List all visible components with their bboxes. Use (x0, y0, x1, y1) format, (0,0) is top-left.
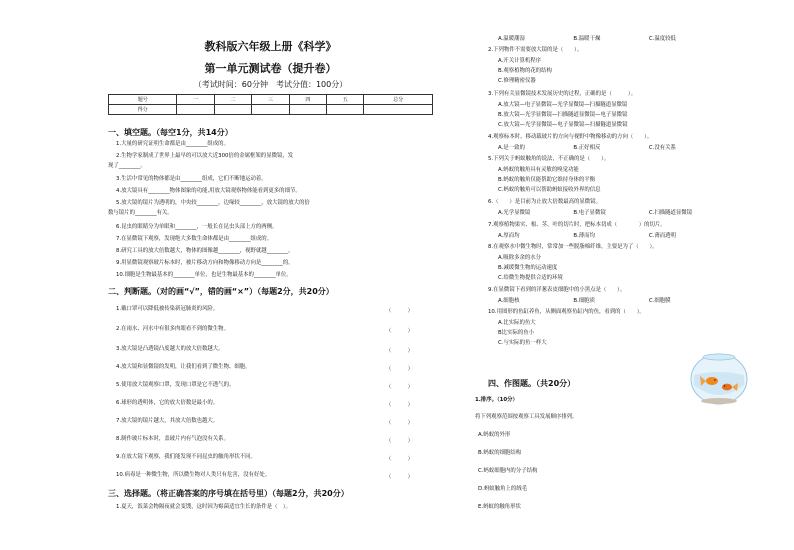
sort-item: C.蚂蚁细胞内的分子结构 (478, 468, 538, 474)
score-header-cell: 二 (214, 95, 251, 105)
answer-paren[interactable]: （ ） (386, 308, 413, 314)
table-row (109, 95, 433, 105)
part4-heading: 四、作图题。（共20分） (488, 379, 576, 388)
judge-q: 5.使用放大镜观察口罩，发现口罩是它不透气的。 (116, 382, 235, 388)
fill-q: 5.放大镜的镜片为透明的，中央较________，边缘较________，放大镜的放大的倍 (116, 200, 310, 206)
answer-paren[interactable]: （ ） (386, 328, 413, 334)
choice-q: 8.在观察水中微生物时，常常加一些脱脂棉纤维，主要是为了（ ）。 (488, 244, 658, 250)
fill-q: 9.用显微镜观察玻片标本时，被片移动方向和物像移动方向是________的。 (116, 260, 294, 266)
judge-q: 8.制作玻片标本时，盖玻片内有气泡没有关系。 (116, 436, 229, 442)
choice-option: B.减缓微生物的运动速度 (498, 265, 558, 271)
score-header-cell: 一 (177, 95, 214, 105)
sort-title: 1.排序。（10分） (475, 397, 518, 403)
fishbowl-image (688, 345, 750, 407)
score-header-cell: 总分 (364, 95, 433, 105)
choice-option: A.吸除多余的水分 (498, 255, 542, 261)
exam-subtitle: 第一单元测试卷（提升卷） (204, 62, 337, 75)
fill-q: 8.研究工具的放大倍数越大，物体的图像越________，视野就越________。 (116, 248, 294, 254)
choice-option: A.温暖潮湿 B.温暖干燥 C.温度较低 (498, 36, 676, 42)
choice-option: B.蚂蚁的触角仅能帮助它维持身体的平衡 (498, 177, 596, 183)
score-cell[interactable] (327, 105, 364, 115)
choice-option: A.蚂蚁的触角具有灵敏的嗅觉功能 (498, 167, 579, 173)
fill-q: 7.在显微镜下观察，发现绝大多数生命体都是由________组成的。 (116, 236, 273, 242)
choice-q: 5.下列关于蚂蚁触角的说法，不正确的是（ ）。 (488, 156, 610, 162)
answer-paren[interactable]: （ ） (386, 348, 413, 354)
sort-item: A.蚂蚁的外形 (478, 432, 511, 438)
choice-q: 2.下列物件不需要放大镜的是（ ）。 (488, 47, 583, 53)
fill-q: 数与镜片的________有关。 (108, 210, 173, 216)
score-cell[interactable] (214, 105, 251, 115)
choice-option: B.观察植物的花的结构 (498, 68, 552, 74)
answer-paren[interactable]: （ ） (386, 402, 413, 408)
score-row-label: 得分 (109, 105, 177, 115)
choice-option: A.比实际的鱼大 (498, 320, 536, 326)
table-row (109, 105, 433, 115)
answer-paren[interactable]: （ ） (386, 366, 413, 372)
score-header-cell: 四 (289, 95, 326, 105)
score-cell[interactable] (252, 105, 289, 115)
part2-heading: 二、判断题。（对的画“√”，错的画“×”）（每题2分，共20分） (108, 287, 334, 296)
part1-heading: 一、填空题。（每空1分，共14分） (108, 128, 233, 137)
choice-q: 9.在显微镜下看到的洋葱表皮细胞中的小黑点是（ ）。 (488, 287, 626, 293)
part3-heading: 三、选择题。（将正确答案的序号填在括号里）（每题2分，共20分） (108, 489, 349, 498)
answer-paren[interactable]: （ ） (386, 384, 413, 390)
choice-option: B.放大镜—光学显微镜—扫描隧道显微镜—电子显微镜 (498, 112, 628, 118)
choice-option: C.给微生物提供合适的环境 (498, 275, 563, 281)
choice-q: 4.观察标本时，移动载玻片的方向与视野中物像移动的方向（ ）。 (488, 134, 653, 140)
choice-option: C.蚂蚁的触角可以帮助蚂蚁接收外界的信息 (498, 187, 601, 193)
exam-title: 教科版六年级上册《科学》 (204, 40, 337, 53)
exam-info: （考试时间：60分钟 考试分值：100分） (193, 80, 348, 89)
answer-paren[interactable]: （ ） (386, 420, 413, 426)
judge-q: 1.戴口罩可以降低被传染新冠肺炎的风险。 (116, 306, 219, 312)
fill-q: 现了________。 (108, 163, 146, 169)
sort-item: B.蚂蚁的细胞结构 (478, 450, 522, 456)
judge-q: 6.球形的透明体，它的放大倍数是最小的。 (116, 400, 219, 406)
score-header-cell: 五 (327, 95, 364, 105)
choice-option: A.厚而均 B.薄而均 C.薄而透明 (498, 233, 676, 239)
choice-option: A.细胞核 B.细胞质 C.细胞膜 (498, 298, 671, 304)
score-header-cell: 三 (252, 95, 289, 105)
score-header-cell: 题号 (109, 95, 177, 105)
choice-q: 3.下列有关显微镜技术发展历史的过程，正确的是（ ）。 (488, 91, 636, 97)
score-cell[interactable] (364, 105, 433, 115)
fill-q: 10.细胞是生物最基本的________单位，也是生物最基本的________单位。 (116, 272, 292, 278)
score-table (108, 94, 433, 115)
choice-option: A.光学显微镜 B.电子显微镜 C.扫描隧道显微镜 (498, 210, 693, 216)
choice-option: A.开关计算机程序 (498, 58, 542, 64)
fill-q: 4.放大镜具有________物体图象的功能,用放大镜观察物体能看到更多的细节。 (116, 188, 301, 194)
choice-q: 6.（ ）是目前为止放大倍数最高的显微镜。 (488, 199, 601, 205)
judge-q: 3.放大镜是凸透镜凸度越大的放大倍数越大。 (116, 346, 224, 352)
choice-q: 1.夏天，饭菜会物隔夜就会变馊，这时因为霉菌适宜生长的条件是（ ）。 (116, 504, 291, 510)
fill-q: 1.大量的研究证明生命都是由________组成的。 (116, 141, 229, 147)
choice-option: C.修理精密仪器 (498, 78, 536, 84)
judge-q: 9.在放大镜下观察，我们能发现不同昆虫的触角形状不同。 (116, 454, 256, 460)
choice-q: 10.用图形的鱼缸养鱼，从侧面观察鱼缸内的鱼，看到的（ ）。 (488, 309, 645, 315)
judge-q: 2.在雨水、河水中有很多肉眼看不到的微生物。 (116, 326, 229, 332)
sort-instruction: 将下列观察范围按观察工具发展顺序排列。 (475, 414, 578, 420)
fill-q: 6.昆虫的眼睛分为单眼和________，一般长在昆虫头部上方的两侧。 (116, 224, 278, 230)
choice-q: 7.观察植物果实、根、茎、叶的切片时，把标本切成（ ）的切片。 (488, 222, 666, 228)
judge-q: 10.病毒是一种微生物，所以微生物对人类只有危害，没有好处。 (116, 472, 271, 478)
sort-item: D.蚂蚁触角上的绒毛 (478, 486, 527, 492)
answer-paren[interactable]: （ ） (386, 474, 413, 480)
score-cell[interactable] (289, 105, 326, 115)
answer-paren[interactable]: （ ） (386, 438, 413, 444)
choice-option: A.放大镜—电子显微镜—光学显微镜—扫描隧道显微镜 (498, 102, 628, 108)
judge-q: 7.放大镜的镜片越大，其放大倍数也越大。 (116, 418, 219, 424)
choice-option: C.放大镜—光学显微镜—电子显微镜—扫描隧道显微镜 (498, 122, 628, 128)
answer-paren[interactable]: （ ） (386, 456, 413, 462)
choice-option: A.是一致的 B.正好相反 C.没有关系 (498, 145, 676, 151)
sort-item: E.蚂蚁的触角形状 (478, 504, 521, 510)
choice-option: B比实际的鱼小 (498, 330, 535, 336)
fill-q: 3.生活中常见的物体都是由________组成，它们不断地运动着。 (116, 176, 267, 182)
score-cell[interactable] (177, 105, 214, 115)
fill-q: 2.生物学家制成了世界上最早的可以放大近300倍的金属框架的显微镜，发 (116, 153, 294, 159)
judge-q: 4.放大镜和显微镜的发明，让我们看到了微生物、细胞。 (116, 364, 251, 370)
choice-option: C.与实际的鱼一样大 (498, 340, 547, 346)
